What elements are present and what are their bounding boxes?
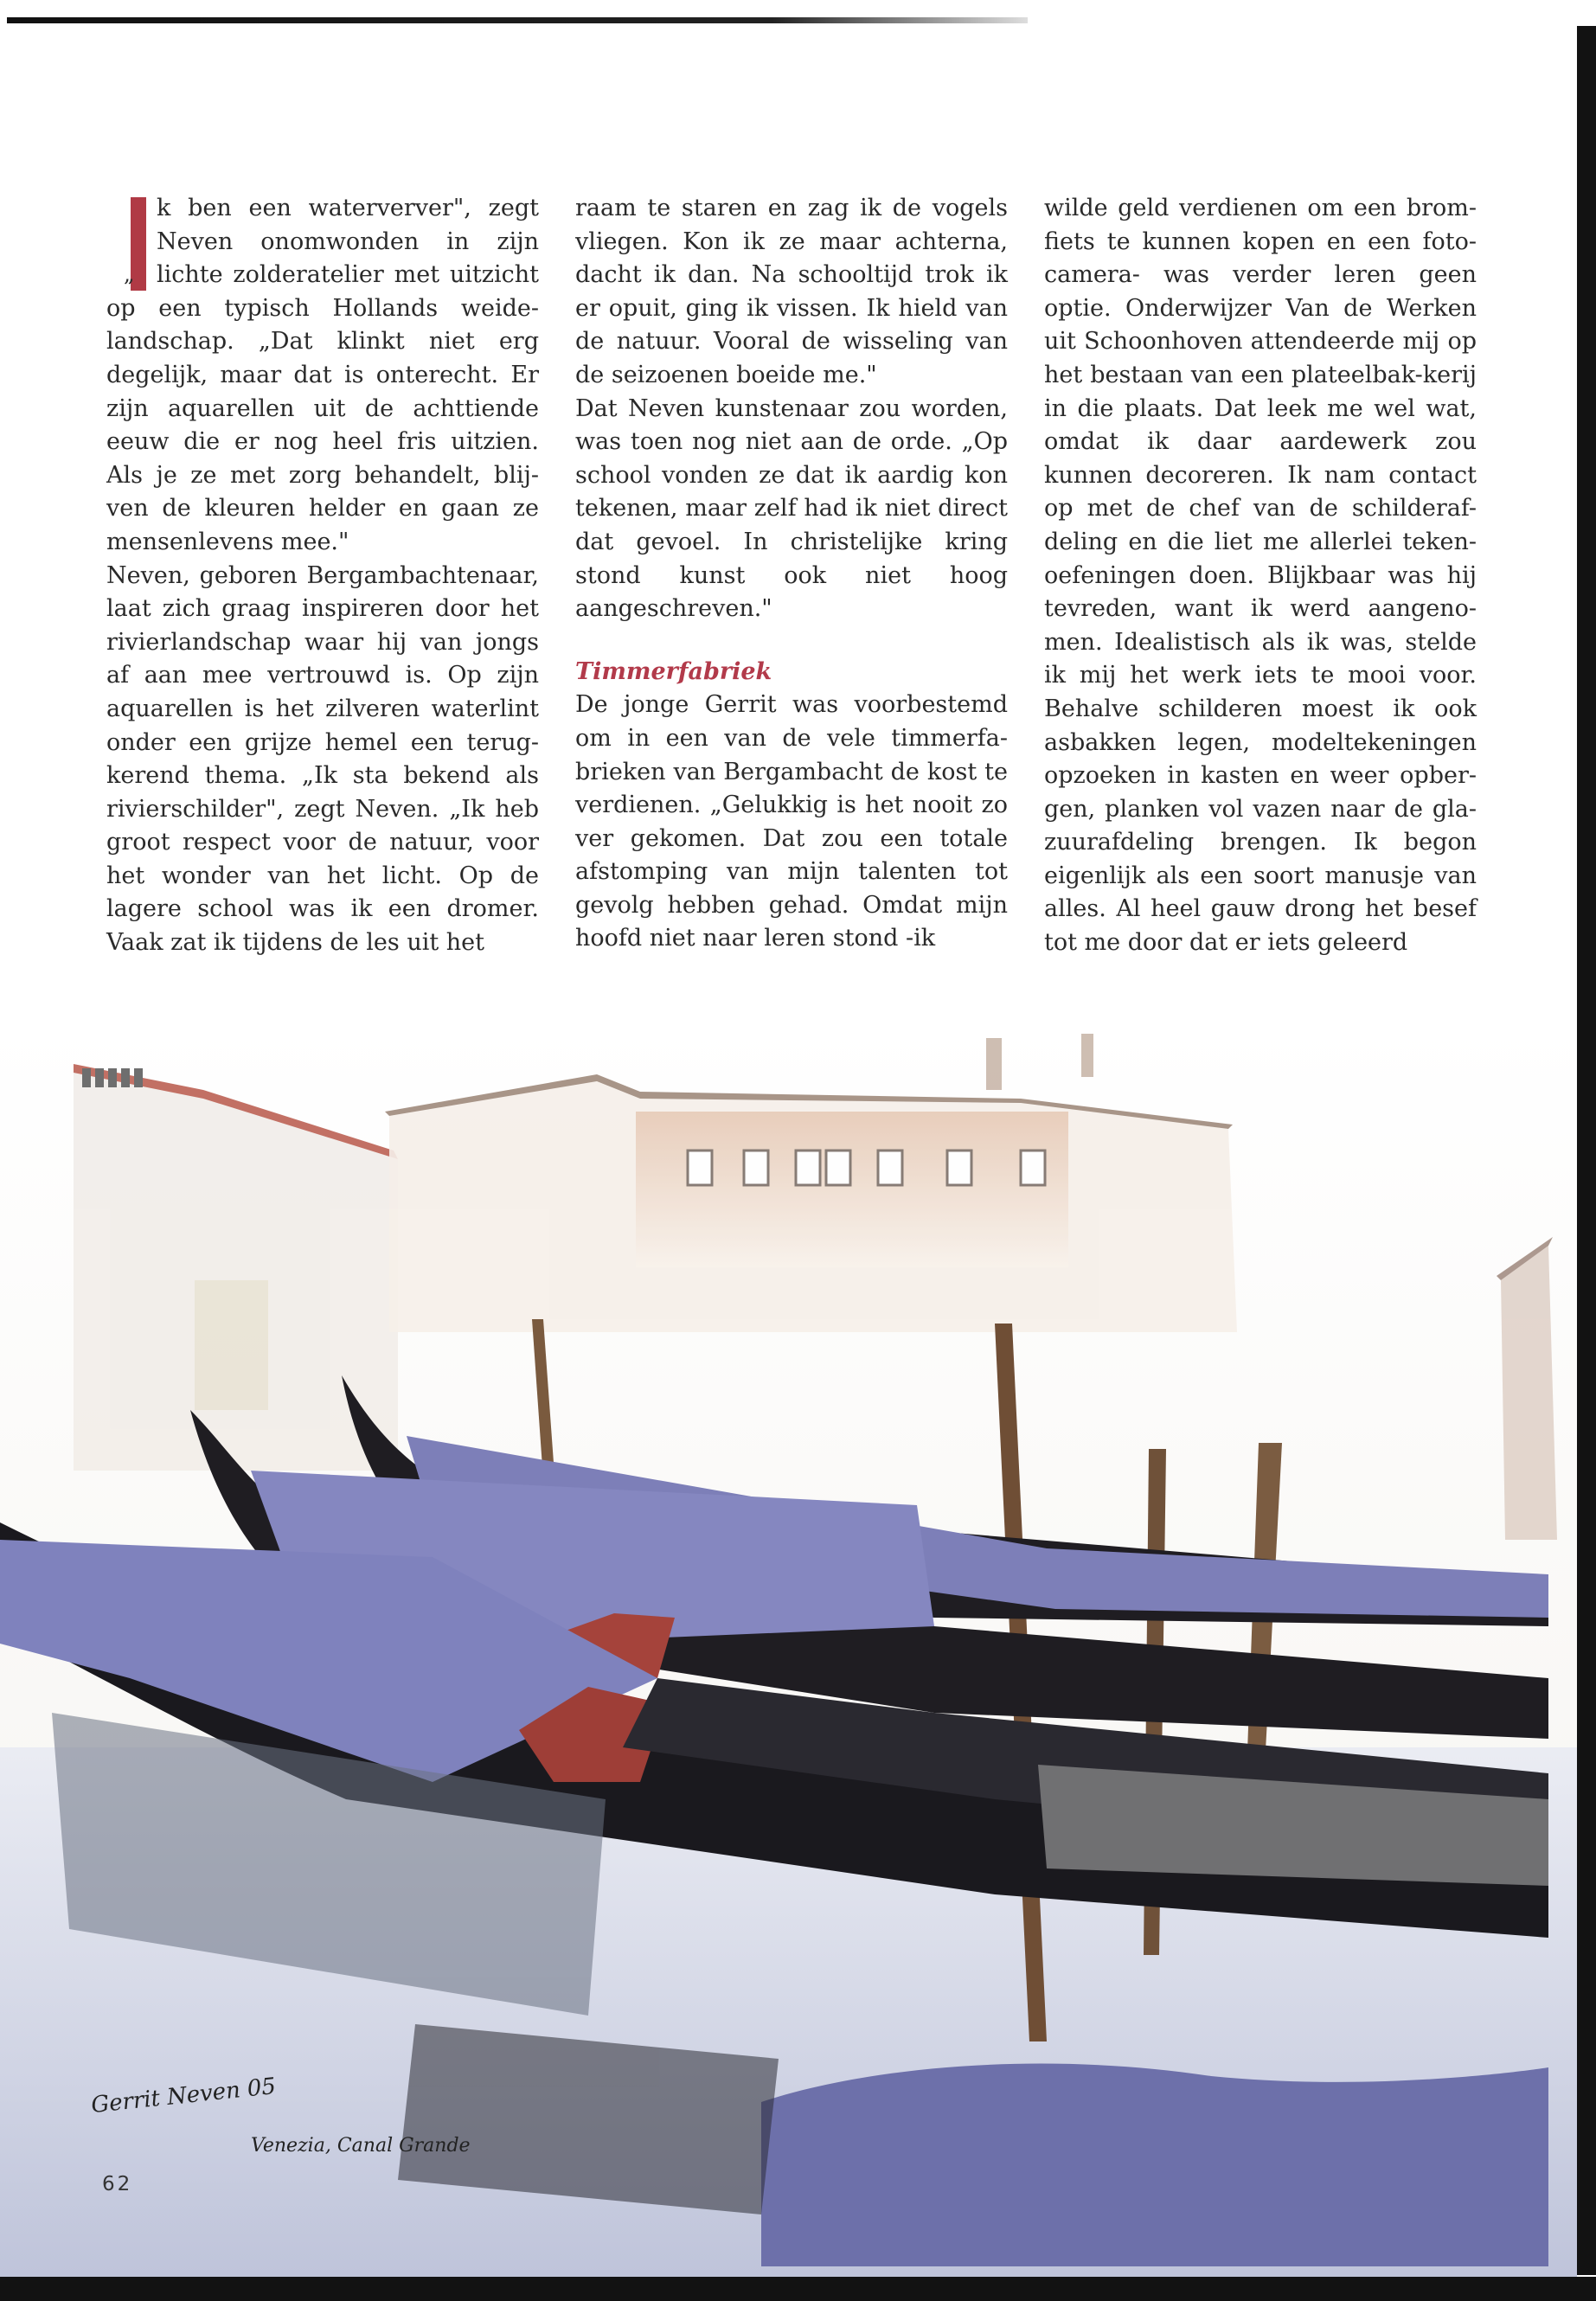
paragraph-rivierlandschap: Neven, geboren Bergambachtenaar, laat zich graag inspireren door het rivierlandschap waar hij van jongs af aan mee vertrouwd is. Op zijn aquarellen is het zilveren waterlint onder een grijze hemel een terug-kerend thema. „Ik sta bekend als rivierschilder", zegt Neven. „Ik heb groot respect voor de natuur, voor het wonder van het licht. Op de lagere school was ik een dromer. Vaak zat ik tijdens de les uit het [106,561,539,957]
article-column-1 [106,192,539,960]
top-rule [7,17,1028,23]
opening-quote-mark: „ [124,262,135,286]
painting-location: Venezia, Canal Grande [251,2135,471,2157]
paragraph-vogels: raam te staren en zag ik de vogels vliegen. Kon ik ze maar achterna, dacht ik dan. Na schooltijd trok ik er opuit, ging ik vissen. Ik hield van de natuur. Vooral de wisseling van de seizoenen boeide me." [575,195,1008,388]
right-building [1497,1237,1557,1540]
paragraph-kunstenaar: Dat Neven kunstenaar zou worden, was toen nog niet aan de orde. „Op school vonden ze dat ik aardig kon tekenen, maar zelf had ik niet direct dat gevoel. In christelijke kring stond kunst ook niet hoog aangeschreven." [575,394,1008,623]
painting-signature: Gerrit Neven 05 [90,2073,278,2119]
article-column-3 [1044,192,1477,960]
paragraph-timmerfabriek: De jonge Gerrit was voorbestemd om in een van de vele timmerfa-brieken van Bergambacht de kost te verdienen. „Gelukkig is het nooit zo ver gekomen. Dat zou een totale afstomping van mijn talenten tot gevolg hebben gehad. Omdat mijn hoofd niet naar leren stond -ik [575,691,1008,952]
page-number: 62 [102,2173,133,2195]
page-edge-bottom [0,2277,1596,2301]
subheading-timmerfabriek: Timmerfabriek [575,657,772,685]
paragraph-intro: k ben een waterverver", zegt Neven onomwonden in zijn lichte zolderatelier met uitzicht op een typisch Hollands weide-landschap. „Dat klinkt niet erg degelijk, maar dat is onterecht. Er zijn aquarellen uit de achttiende eeuw die er nog heel fris uitzien. Als je ze met zorg behandelt, blij-ven de kleuren helder en gaan ze mensenlevens mee." [106,195,539,555]
paragraph-plateelbakkerij: wilde geld verdienen om een brom-fiets te kunnen kopen en een foto-camera- was verder leren geen optie. Onderwijzer Van de Werken uit Schoonhoven attendeerde mij op het bestaan van een plateelbak-kerij in die plaats. Dat leek me wel wat, omdat ik daar aardewerk zou kunnen decoreren. Ik nam contact op met de chef van de schilderaf-deling en die liet me allerlei teken-oefeningen doen. Blijkbaar was hij tevreden, want ik werd aangeno-men. Idealistisch als ik was, stelde ik mij het werk iets te mooi voor. Behalve schilderen moest ik ook asbakken legen, modeltekeningen opzoeken in kasten en weer opber-gen, planken vol vazen naar de gla-zuurafdeling brengen. Ik begon eigenlijk als een soort manusje van alles. Al heel gauw drong het besef tot me door dat er iets geleerd [1044,195,1477,957]
article-column-2 [575,192,1008,956]
page-edge-right [1577,26,1596,2275]
